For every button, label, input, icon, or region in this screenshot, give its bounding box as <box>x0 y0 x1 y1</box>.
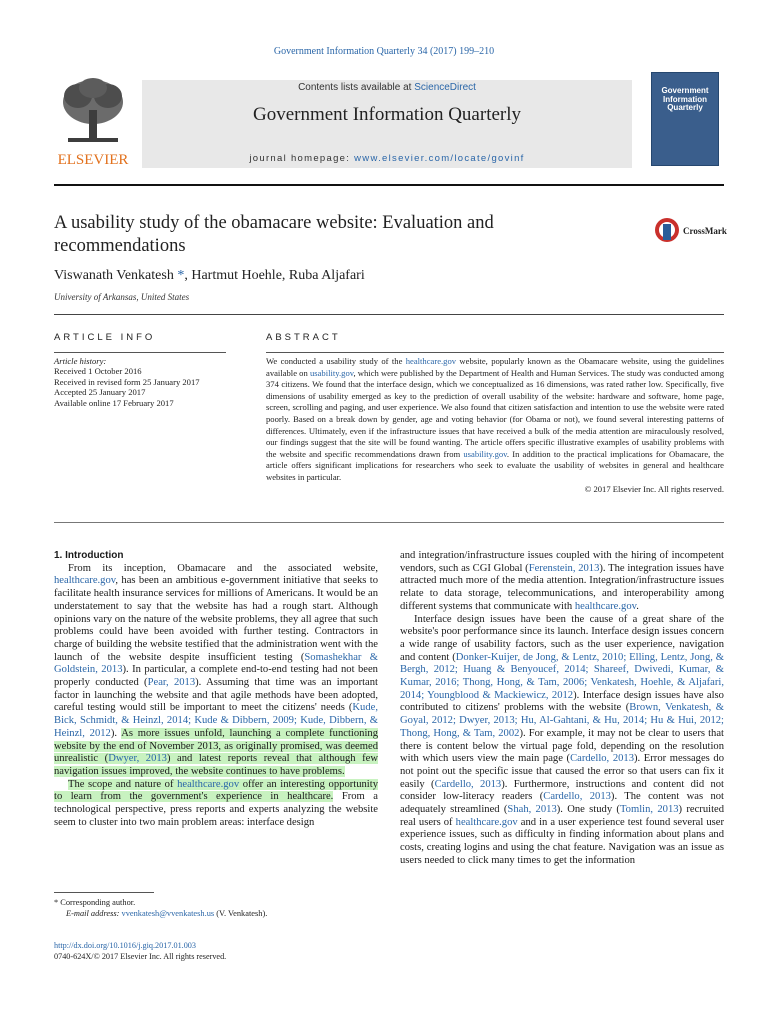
author-email-link[interactable]: vvenkatesh@vvenkatesh.us <box>121 909 215 918</box>
meta-divider <box>54 314 724 315</box>
elsevier-logo <box>54 72 132 168</box>
elsevier-wordmark: ELSEVIER <box>57 152 129 168</box>
crossmark-badge[interactable] <box>654 216 734 244</box>
article-title: A usability study of the obamacare website: Evaluation and recommendations <box>54 213 494 256</box>
healthcare-gov-link[interactable]: healthcare.gov <box>177 778 240 790</box>
healthcare-gov-link[interactable]: healthcare.gov <box>574 600 637 612</box>
journal-homepage-line <box>142 153 632 164</box>
author-list <box>54 268 554 284</box>
abstract-text <box>266 356 724 495</box>
history-received: Received 1 October 2016 <box>54 366 142 377</box>
healthcare-gov-link[interactable]: healthcare.gov <box>54 575 116 587</box>
crossmark-icon <box>654 216 734 244</box>
journal-masthead <box>54 72 716 170</box>
cover-title: Government Information Quarterly <box>661 86 709 112</box>
author-email-line: E-mail address: vvenkatesh@vvenkatesh.us (V. Venkatesh). <box>66 909 268 918</box>
abstract-segment: . In addition to the practical implications for Obamacare, the article offers significant implications for researchers who seek to evaluate the usability of websites in general and healthcare websites in particular. <box>266 448 724 482</box>
doi-link[interactable]: http://dx.doi.org/10.1016/j.giq.2017.01.003 <box>54 941 196 950</box>
footnote-rule <box>54 892 154 893</box>
healthcare-gov-link[interactable]: healthcare.gov <box>455 816 518 828</box>
author-venkatesh: Viswanath Venkatesh <box>54 268 178 283</box>
healthcare-gov-link[interactable]: healthcare.gov <box>405 356 457 366</box>
citation-link[interactable]: Ferenstein, 2013 <box>528 562 600 574</box>
corresponding-author-mark[interactable]: * <box>177 268 185 283</box>
co-authors: , Hartmut Hoehle, Ruba Aljafari <box>184 268 365 283</box>
affiliation: University of Arkansas, United States <box>54 292 190 302</box>
section-heading: 1. Introduction <box>54 550 124 561</box>
citation-link[interactable]: Somashekhar & Goldstein, 2013 <box>54 651 378 676</box>
corresponding-author-note: * Corresponding author. <box>54 898 136 907</box>
citation-link[interactable]: Kude, Bick, Schmidt, & Heinzl, 2014; Kude & Dibbern, 2009; Kude, Dibbern, & Heinzl, 2012 <box>54 702 378 739</box>
right-paragraph-2: Interface design issues have been the cause of a great share of the website's poor performance since its launch. Interface design issues concern a wide range of usability factors, such as the user experience, navigation and content (Donker-Kuijer, de Jong, & Lentz, 2010; Elling, Lentz, Jong, & Bergh, 2012; Huang & Benyoucef, 2014; Shareef, Dwivedi, Kumar, & Kumar, 2016; Thong, Hong, & Tam, 2006; Venkatesh, Hoehle, & Aljafari, 2014; Youngblood & Mackiewicz, 2012). Interface design issues have also contributed to citizens' problems with the website (Brown, Venkatesh, & Goyal, 2012; Dwyer, 2013; Hu, Al-Gahtani, & Hu, 2014; Hu & Hui, 2012; Thong, Hong, & Tam, 2002). For example, it may not be clear to users that there is content below the virtual page fold, depending on the resolution with which users view the main page (Cardello, 2013). Error messages do not point out the specific issue that caused the error so that users can fix it easily (Cardello, 2013). Furthermore, instructions and content did not consider low-literacy readers (Cardello, 2013). The content was not adequately streamlined (Shah, 2013). One study (Tomlin, 2013) recruited real users of healthcare.gov and in a user experience test found several user experience issues, such as difficulty in finding information about plans and costs, creating logins and using the chat feature. Navigation was an issue as users needed to click many times to get the information <box>400 613 725 866</box>
abstract-heading: ABSTRACT <box>266 332 341 343</box>
issn-line: 0740-624X/© 2017 Elsevier Inc. All rights reserved. <box>54 952 227 961</box>
usability-gov-link[interactable]: usability.gov <box>309 367 354 378</box>
intro-paragraph-1: From its inception, Obamacare and the associated website, healthcare.gov, has been an ambitious e-government initiative that seeks to facilitate health insurance services for millions of Americans. It would be an understatement to say that the website has had a rough start. Although opinions vary on the nature of the website problems, they all agree that such problems could have been avoided with further testing. Contractors in charge of building the website testified that the administration went with the launch of the website despite insufficient testing (Somashekhar & Goldstein, 2013). In particular, a complete end-to-end testing had not been properly conducted (Pear, 2013). Assuming that time was an important factor in launching the website and that agile methods have been adopted, careful testing would still be important to meet the citizens' needs (Kude, Bick, Schmidt, & Heinzl, 2014; Kude & Dibbern, 2009; Kude, Dibbern, & Heinzl, 2012). As more issues unfold, launching a complete functioning website by the end of November 2013, as originally promised, was deemed unrealistic (Dwyer, 2013) and latest reports reveal that although few navigation issues improved, the website continues to have problems. <box>54 562 378 777</box>
citation-link[interactable]: Cardello, 2013 <box>543 791 611 803</box>
abstract-segment: We conducted a usability study of the <box>266 356 406 366</box>
abstract-copyright: © 2017 Elsevier Inc. All rights reserved. <box>584 483 724 494</box>
citation-link[interactable]: Shah, 2013 <box>507 804 557 816</box>
elsevier-tree-icon <box>54 72 132 168</box>
article-info-rule <box>54 352 226 353</box>
sciencedirect-link[interactable]: ScienceDirect <box>414 82 476 93</box>
citation-link[interactable]: Brown, Venkatesh, & Goyal, 2012; Dwyer, 2013; Hu, Al-Gahtani, & Hu, 2014; Hu & Hui, 2012; Thong, Hong, & Tam, 2002 <box>400 702 724 739</box>
abstract-segment: , which were published by the Department of Health and Human Services. The study was conducted among 374 citizens. We found that the interface design, which we conceptualized as 16 dimensions, was rated rather low. Specifically, five dimensions of usability emerged as key to the prediction of overall usability of the website: hardware and software, home page, screen, scrolling and paging, and user experience. We also found that citizen satisfaction and intention to use the website were rated poorly. Based on a break down by gender, age and voting behavior (for Obama or not), we found several interesting patterns of differences. Ultimately, even if the infrastructure issues that have received a bulk of the media attention are miraculously resolved, our findings suggest that the site will be found wanting. The article offers specific illustrative examples of usability problems with the website and specific recommendations drawn from <box>266 367 725 459</box>
highlighted-text: As more issues unfold, launching a complete functioning website by the end of November 2013, as originally promised, was deemed unrealistic (Dwyer, 2013) and latest reports reveal that although few navigation issues improved, the website continues to have problems. <box>54 727 378 777</box>
homepage-link[interactable]: www.elsevier.com/locate/govinf <box>354 153 525 164</box>
citation-link[interactable]: Donker-Kuijer, de Jong, & Lentz, 2010; Elling, Lentz, Jong, & Bergh, 2012; Huang & Benyoucef, 2014; Shareef, Dwivedi, Kumar, & Kumar, 2016; Thong, Hong, & Tam, 2006; Venkatesh, Hoehle, & Aljafari, 2014; Youngblood & Mackiewicz, 2012 <box>400 651 724 701</box>
history-revised: Received in revised form 25 January 2017 <box>54 376 200 387</box>
usability-gov-link[interactable]: usability.gov <box>463 448 507 459</box>
highlighted-text: The scope and nature of healthcare.gov offer an interesting opportunity to learn from the government's experience in healthcare. <box>54 778 378 803</box>
doi-block <box>54 940 374 962</box>
footnote <box>54 897 374 919</box>
right-column <box>400 550 724 868</box>
journal-citation[interactable]: Government Information Quarterly 34 (2017) 199–210 <box>273 46 495 57</box>
contents-line <box>142 82 632 93</box>
citation-link[interactable]: Tomlin, 2013 <box>619 804 679 816</box>
citation-link[interactable]: Pear, 2013 <box>147 677 196 689</box>
history-accepted: Accepted 25 January 2017 <box>54 387 146 398</box>
contents-prefix: Contents lists available at <box>298 82 415 93</box>
right-paragraph-1: and integration/infrastructure issues coupled with the hiring of incompetent vendors, such as CGI Global (Ferenstein, 2013). The integration issues have attracted much more of the media attention. Integration/infrastructure issues relate to data storage, telecommunications, and interoperability among different systems that communicate with healthcare.gov. <box>400 550 724 612</box>
citation-link[interactable]: Cardello, 2013 <box>570 753 635 765</box>
abstract-segment: website, popularly known as the Obamacare website, using the guidelines available on <box>266 356 724 378</box>
journal-banner <box>142 80 632 168</box>
crossmark-label: CrossMark <box>683 226 727 236</box>
intro-paragraph-2: The scope and nature of healthcare.gov offer an interesting opportunity to learn from the government's experience in healthcare. From a technological perspective, press reports and experts analyzing the website seem to cluster into two main problem areas: interface design <box>54 778 378 828</box>
journal-cover-image <box>651 72 719 166</box>
article-info-heading: ARTICLE INFO <box>54 332 156 343</box>
left-column <box>54 550 378 829</box>
article-history <box>54 356 234 408</box>
history-online: Available online 17 February 2017 <box>54 397 174 408</box>
citation-link[interactable]: Cardello, 2013 <box>434 778 502 790</box>
body-divider <box>54 522 724 523</box>
citation-link[interactable]: Dwyer, 2013 <box>108 753 167 765</box>
header-divider <box>54 184 724 186</box>
history-label: Article history: <box>54 356 107 366</box>
abstract-rule <box>266 352 724 353</box>
journal-title: Government Information Quarterly <box>252 104 522 125</box>
homepage-prefix: journal homepage: <box>249 153 355 164</box>
